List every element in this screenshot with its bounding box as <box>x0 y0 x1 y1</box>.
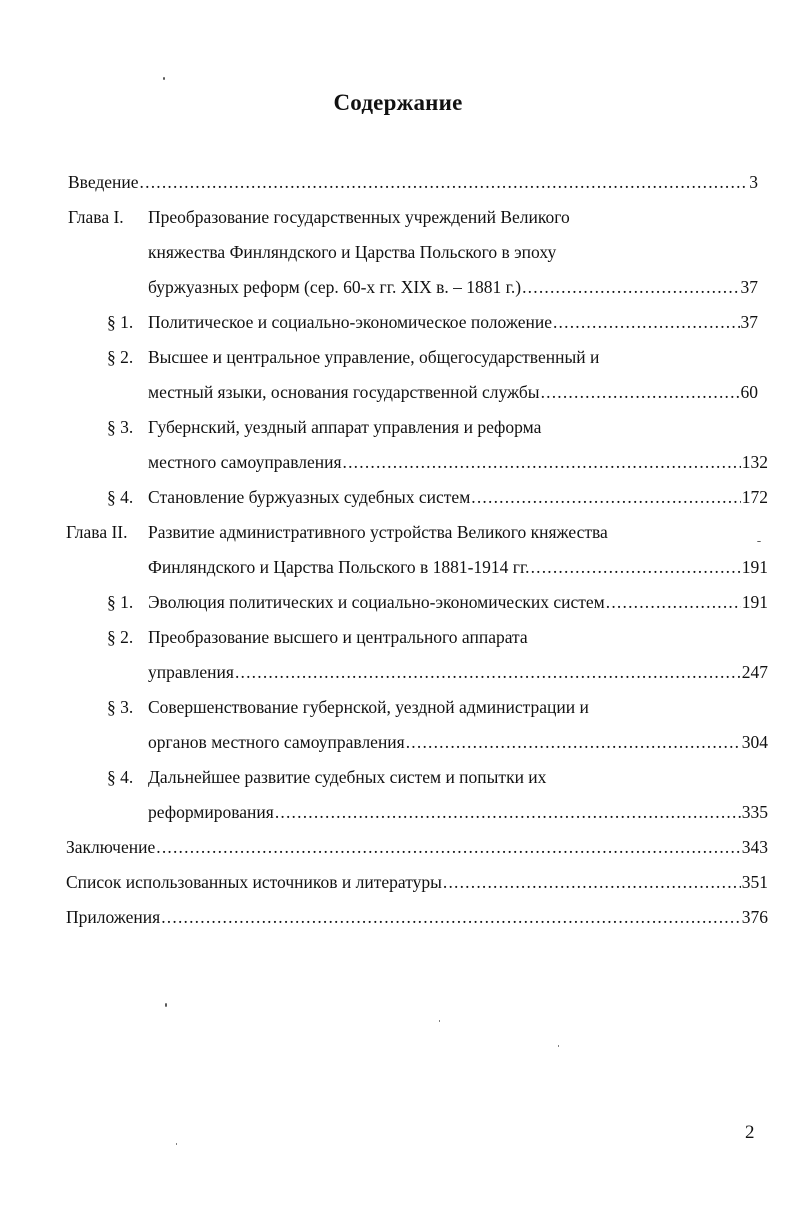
toc-section-2-3[interactable] <box>0 693 796 721</box>
dot-leader <box>606 588 741 616</box>
dot-leader <box>156 833 741 861</box>
chapter-title-line: буржуазных реформ (сер. 60-х гг. XIX в. – 1881 г.) <box>148 277 522 297</box>
dot-leader <box>443 868 741 896</box>
toc-page-number: 335 <box>741 802 768 822</box>
scan-speck <box>757 541 761 542</box>
section-label: § 3. <box>107 697 134 717</box>
section-label: § 4. <box>107 767 134 787</box>
section-title-line: Преобразование высшего и центрального аппарата <box>148 627 528 647</box>
section-title-line: Совершенствование губернской, уездной администрации и <box>148 697 589 717</box>
toc-page-number: 37 <box>740 277 758 297</box>
toc-section-1-1[interactable] <box>0 308 796 336</box>
dot-leader <box>161 903 741 931</box>
toc-entry-text: Введение <box>68 172 139 192</box>
dot-leader <box>406 728 741 756</box>
dot-leader <box>140 168 749 196</box>
section-title: Политическое и социально-экономическое положение <box>148 312 552 332</box>
chapter-label: Глава I. <box>68 207 124 227</box>
toc-page-number: 132 <box>741 452 768 472</box>
section-title-line: Дальнейшее развитие судебных систем и попытки их <box>148 767 547 787</box>
toc-chapter-1[interactable] <box>0 203 796 231</box>
section-title: Эволюция политических и социально-экономических систем <box>148 592 605 612</box>
toc-entry-appendix[interactable] <box>0 903 796 931</box>
section-label: § 1. <box>107 312 134 332</box>
toc-chapter-2[interactable] <box>0 518 796 546</box>
toc-page-number: 376 <box>741 907 768 927</box>
toc-entry-conclusion[interactable] <box>0 833 796 861</box>
section-title-line: местный языки, основания государственной службы <box>148 382 540 402</box>
toc-chapter-1-last[interactable] <box>0 273 796 301</box>
toc-section-2-4[interactable] <box>0 763 796 791</box>
page-title: Содержание <box>333 90 463 115</box>
section-title-line: Высшее и центральное управление, общегосударственный и <box>148 347 600 367</box>
toc-entry-text: Приложения <box>66 907 161 927</box>
toc-page-number: 304 <box>741 732 768 752</box>
section-title-line: Губернский, уездный аппарат управления и реформа <box>148 417 542 437</box>
dot-leader <box>275 798 741 826</box>
scan-speck <box>165 1003 167 1007</box>
toc-entry-intro[interactable] <box>0 168 796 196</box>
toc-chapter-1-cont <box>0 238 796 266</box>
dot-leader <box>541 378 740 406</box>
chapter-title-line: княжества Финляндского и Царства Польского в эпоху <box>148 242 557 262</box>
section-title-line: реформирования <box>148 802 274 822</box>
dot-leader <box>235 658 741 686</box>
section-label: § 4. <box>107 487 134 507</box>
toc-page-number: 351 <box>741 872 768 892</box>
section-label: § 2. <box>107 347 134 367</box>
toc-section-1-4[interactable] <box>0 483 796 511</box>
scan-speck <box>176 1143 177 1145</box>
dot-leader <box>553 308 740 336</box>
toc-page-number: 247 <box>741 662 768 682</box>
toc-chapter-2-last[interactable] <box>0 553 796 581</box>
toc-page-number: 343 <box>741 837 768 857</box>
section-title: Становление буржуазных судебных систем <box>148 487 471 507</box>
chapter-title-line: Развитие административного устройства Великого княжества <box>148 522 608 542</box>
toc-entry-text: Список использованных источников и литературы <box>66 872 442 892</box>
section-label: § 2. <box>107 627 134 647</box>
toc-entry-text: Заключение <box>66 837 156 857</box>
dot-leader <box>471 483 740 511</box>
toc-section-1-2[interactable] <box>0 343 796 371</box>
toc-section-2-3-last[interactable] <box>0 728 796 756</box>
chapter-title-line: Преобразование государственных учреждений Великого <box>148 207 570 227</box>
scan-speck <box>163 77 165 80</box>
section-title-line: органов местного самоуправления <box>148 732 405 752</box>
dot-leader <box>531 553 741 581</box>
section-title-line: управления <box>148 662 234 682</box>
toc-page-number: 3 <box>749 172 758 192</box>
toc-page-number: 37 <box>740 312 758 332</box>
section-label: § 1. <box>107 592 134 612</box>
section-label: § 3. <box>107 417 134 437</box>
toc-section-1-3[interactable] <box>0 413 796 441</box>
toc-section-1-2-last[interactable] <box>0 378 796 406</box>
toc-section-1-3-last[interactable] <box>0 448 796 476</box>
toc-page-number: 60 <box>740 382 758 402</box>
page-number: 2 <box>745 1122 755 1143</box>
toc-page-number: 191 <box>741 557 768 577</box>
dot-leader <box>343 448 741 476</box>
chapter-label: Глава II. <box>66 522 128 542</box>
toc-page-number: 191 <box>741 592 768 612</box>
toc-section-2-2-last[interactable] <box>0 658 796 686</box>
scan-speck <box>558 1045 559 1047</box>
section-title-line: местного самоуправления <box>148 452 342 472</box>
scan-speck <box>439 1020 440 1022</box>
dot-leader <box>522 273 739 301</box>
toc-section-2-1[interactable] <box>0 588 796 616</box>
chapter-title-line: Финляндского и Царства Польского в 1881-1914 гг. <box>148 557 530 577</box>
toc-section-2-4-last[interactable] <box>0 798 796 826</box>
toc-page-number: 172 <box>741 487 768 507</box>
toc-section-2-2[interactable] <box>0 623 796 651</box>
toc-entry-sources[interactable] <box>0 868 796 896</box>
